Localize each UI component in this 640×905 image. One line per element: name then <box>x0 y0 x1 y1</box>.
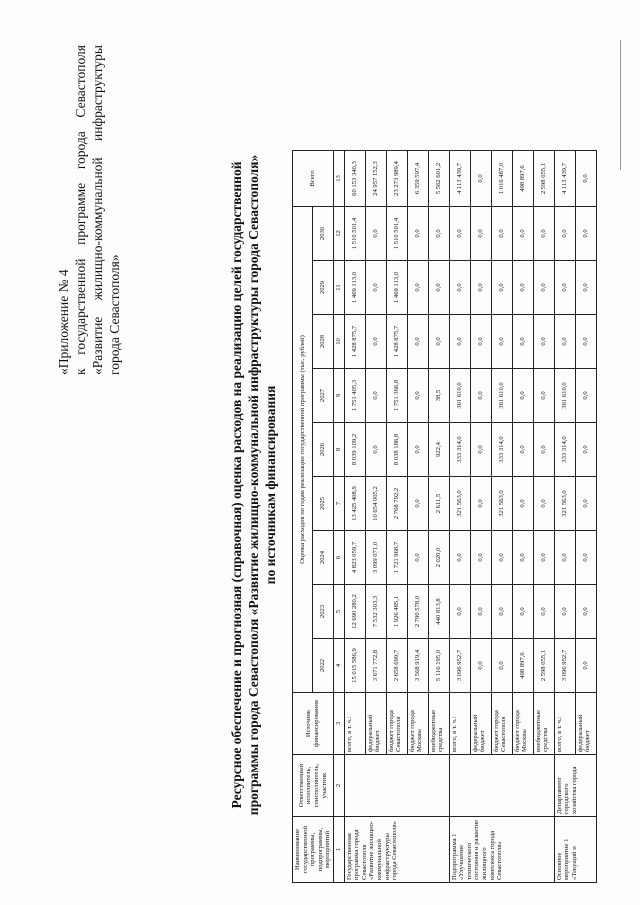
executor-cell <box>449 755 554 817</box>
total-cell: 5 562 601,2 <box>428 151 449 207</box>
value-cell: 2 020,0 <box>428 531 449 585</box>
value-cell: 12 690 280,2 <box>344 585 365 639</box>
value-cell: 1 428 875,7 <box>344 315 365 369</box>
value-cell: 38,5 <box>428 369 449 423</box>
value-cell: 0,0 <box>470 639 491 693</box>
column-number: 8 <box>333 423 344 477</box>
value-cell: 0,0 <box>470 369 491 423</box>
value-cell: 0,0 <box>575 423 596 477</box>
value-cell: 0,0 <box>575 531 596 585</box>
table-row <box>344 151 365 883</box>
value-cell: 321 563,0 <box>491 477 512 531</box>
value-cell: 0,0 <box>407 261 428 315</box>
value-cell: 0,0 <box>533 531 554 585</box>
value-cell: 0,0 <box>470 261 491 315</box>
value-cell: 0,0 <box>365 369 386 423</box>
column-number: 13 <box>333 151 344 207</box>
header-year: 2029 <box>313 261 333 315</box>
value-cell: 0,0 <box>491 639 512 693</box>
header-total: Всего <box>293 151 334 207</box>
value-cell: 0,0 <box>575 639 596 693</box>
column-number: 6 <box>333 531 344 585</box>
title-line-3: по источникам финансирования <box>263 385 278 585</box>
appendix-line-1: «Приложение № 4 <box>56 269 71 375</box>
appendix-word: Севастополя <box>73 45 88 118</box>
value-cell: 13 425 408,9 <box>344 477 365 531</box>
value-cell: 0,0 <box>512 477 533 531</box>
program-name-cell: Государственная программа города Севастополя «Развитие жилищно-коммунальной инфраструктуры города Севастополя» <box>344 817 449 883</box>
value-cell: 0,0 <box>575 477 596 531</box>
value-cell: 0,0 <box>407 207 428 261</box>
value-cell: 0,0 <box>449 261 470 315</box>
header-year: 2022 <box>313 639 333 693</box>
value-cell: 0,0 <box>575 261 596 315</box>
value-cell: 0,0 <box>365 315 386 369</box>
program-name-cell: Подпрограмма 1 «Улучшение технического состояния и развитие жилищного комплекса города Севастополя» <box>449 817 554 883</box>
total-cell: 0,0 <box>575 151 596 207</box>
value-cell: 0,0 <box>512 315 533 369</box>
value-cell: 0,0 <box>533 261 554 315</box>
value-cell: 0,0 <box>407 531 428 585</box>
column-number: 4 <box>333 639 344 693</box>
value-cell: 0,0 <box>407 477 428 531</box>
appendix-word: инфраструктуры <box>90 45 105 142</box>
program-name-cell: Основное мероприятие 1 «Текущий и <box>554 817 596 883</box>
appendix-word: государственной <box>73 258 88 355</box>
appendix-word: «Развитие <box>90 316 105 375</box>
value-cell: 0,0 <box>428 315 449 369</box>
value-cell: 4 823 059,7 <box>344 531 365 585</box>
value-cell: 0,0 <box>575 207 596 261</box>
header-estimate: Оценка расходов по годам реализации государственной программы (тыс. рублей) <box>293 207 313 693</box>
value-cell: 0,0 <box>407 315 428 369</box>
column-number: 11 <box>333 261 344 315</box>
value-cell: 0,0 <box>575 315 596 369</box>
column-number: 3 <box>333 693 344 755</box>
value-cell: 0,0 <box>449 531 470 585</box>
header-year: 2030 <box>313 207 333 261</box>
value-cell: 3 096 952,7 <box>449 639 470 693</box>
value-cell: 0,0 <box>554 315 575 369</box>
value-cell: 0,0 <box>470 531 491 585</box>
value-cell: 0,0 <box>491 261 512 315</box>
value-cell: 10 654 005,2 <box>365 477 386 531</box>
source-cell: федеральный бюджет <box>470 693 491 755</box>
value-cell: 0,0 <box>533 423 554 477</box>
appendix-line-3 <box>89 45 106 375</box>
source-cell: внебюджетные средства <box>533 693 554 755</box>
header-year: 2026 <box>313 423 333 477</box>
value-cell: 0,0 <box>491 585 512 639</box>
column-number: 10 <box>333 315 344 369</box>
value-cell: 333 314,0 <box>554 423 575 477</box>
column-number: 2 <box>333 755 344 817</box>
value-cell: 3 096 952,7 <box>554 639 575 693</box>
source-cell: всего, в т. ч.: <box>554 693 575 755</box>
source-cell: федеральный бюджет <box>575 693 596 755</box>
source-cell: всего, в т. ч.: <box>344 693 365 755</box>
value-cell: 1 751 366,8 <box>386 369 407 423</box>
total-cell: 60 153 340,3 <box>344 151 365 207</box>
value-cell: 3 671 772,8 <box>365 639 386 693</box>
header-row <box>293 151 313 883</box>
executor-cell: Департамент городского хозяйства города <box>554 755 596 817</box>
value-cell: 8 038 186,8 <box>386 423 407 477</box>
column-number: 1 <box>333 817 344 883</box>
table-row <box>449 151 470 883</box>
total-cell: 24 957 152,3 <box>365 151 386 207</box>
value-cell: 0,0 <box>533 315 554 369</box>
value-cell: 0,0 <box>491 315 512 369</box>
value-cell: 0,0 <box>428 261 449 315</box>
header-year: 2027 <box>313 369 333 423</box>
column-number-row <box>333 151 344 883</box>
total-cell: 4 113 439,7 <box>449 151 470 207</box>
value-cell: 0,0 <box>449 315 470 369</box>
source-cell: бюджет города Севастополя <box>386 693 407 755</box>
value-cell: 0,0 <box>554 531 575 585</box>
value-cell: 0,0 <box>554 207 575 261</box>
value-cell: 0,0 <box>407 369 428 423</box>
value-cell: 0,0 <box>512 423 533 477</box>
source-cell: федеральный бюджет <box>365 693 386 755</box>
value-cell: 2 768 792,2 <box>386 477 407 531</box>
header-source: Источник финансирования <box>293 693 334 755</box>
table-row <box>554 151 575 883</box>
header-year: 2024 <box>313 531 333 585</box>
value-cell: 7 532 303,3 <box>365 585 386 639</box>
value-cell: 0,0 <box>575 585 596 639</box>
total-cell: 0,0 <box>470 151 491 207</box>
value-cell: 0,0 <box>449 207 470 261</box>
value-cell: 2 790 578,0 <box>407 585 428 639</box>
value-cell: 5 116 195,0 <box>428 639 449 693</box>
value-cell: 1 428 875,7 <box>386 315 407 369</box>
value-cell: 0,0 <box>512 531 533 585</box>
header-name: Наименование государственной программы, подпрограммы, мероприятий <box>293 817 334 883</box>
value-cell: 440 813,8 <box>428 585 449 639</box>
value-cell: 0,0 <box>470 585 491 639</box>
document-title <box>228 85 279 885</box>
value-cell: 0,0 <box>512 585 533 639</box>
value-cell: 1 510 501,4 <box>344 207 365 261</box>
value-cell: 8 039 109,2 <box>344 423 365 477</box>
value-cell: 1 469 113,0 <box>344 261 365 315</box>
value-cell: 0,0 <box>449 585 470 639</box>
value-cell: 498 897,6 <box>512 639 533 693</box>
value-cell: 0,0 <box>533 369 554 423</box>
column-number: 5 <box>333 585 344 639</box>
total-cell: 498 897,6 <box>512 151 533 207</box>
value-cell: 0,0 <box>533 477 554 531</box>
value-cell: 0,0 <box>470 207 491 261</box>
header-executor: Ответственный исполнитель, соисполнитель, участник <box>293 755 334 817</box>
value-cell: 2 658 699,7 <box>386 639 407 693</box>
value-cell: 0,0 <box>365 207 386 261</box>
value-cell: 361 610,0 <box>554 369 575 423</box>
appendix-line-2 <box>72 45 89 375</box>
total-cell: 1 016 487,0 <box>491 151 512 207</box>
total-cell: 6 359 597,4 <box>407 151 428 207</box>
value-cell: 0,0 <box>533 585 554 639</box>
column-number: 9 <box>333 369 344 423</box>
value-cell: 0,0 <box>554 261 575 315</box>
appendix-word: программе <box>73 182 88 245</box>
funding-table <box>292 150 597 883</box>
value-cell: 0,0 <box>470 477 491 531</box>
column-number: 12 <box>333 207 344 261</box>
executor-cell <box>344 755 449 817</box>
value-cell: 0,0 <box>365 261 386 315</box>
value-cell: 361 610,0 <box>491 369 512 423</box>
value-cell: 0,0 <box>533 207 554 261</box>
appendix-word: жилищно-коммунальной <box>90 157 105 301</box>
value-cell: 0,0 <box>512 207 533 261</box>
value-cell: 0,0 <box>491 531 512 585</box>
source-cell: всего, в т. ч.: <box>449 693 470 755</box>
appendix-line-4: города Севастополя» <box>107 254 122 375</box>
value-cell: 0,0 <box>512 369 533 423</box>
header-year: 2025 <box>313 477 333 531</box>
value-cell: 1 721 968,7 <box>386 531 407 585</box>
appendix-block <box>55 45 123 375</box>
header-year: 2023 <box>313 585 333 639</box>
title-line-1: Ресурсное обеспечение и прогнозная (справочная) оценка расходов на реализацию целей государственной <box>229 161 244 809</box>
source-cell: бюджет города Севастополя <box>491 693 512 755</box>
value-cell: 1 510 501,4 <box>386 207 407 261</box>
value-cell: 0,0 <box>491 207 512 261</box>
value-cell: 321 563,0 <box>449 477 470 531</box>
value-cell: 1 751 405,3 <box>344 369 365 423</box>
header-year: 2028 <box>313 315 333 369</box>
total-cell: 23 273 989,4 <box>386 151 407 207</box>
value-cell: 0,0 <box>365 423 386 477</box>
value-cell: 0,0 <box>428 207 449 261</box>
source-cell: внебюджетные средства <box>428 693 449 755</box>
value-cell: 15 015 586,9 <box>344 639 365 693</box>
source-cell: бюджет города Москвы <box>512 693 533 755</box>
value-cell: 333 314,0 <box>491 423 512 477</box>
value-cell: 0,0 <box>512 261 533 315</box>
total-cell: 4 113 439,7 <box>554 151 575 207</box>
value-cell: 0,0 <box>470 315 491 369</box>
appendix-word: к <box>73 368 88 375</box>
value-cell: 321 563,0 <box>554 477 575 531</box>
value-cell: 0,0 <box>575 369 596 423</box>
value-cell: 3 568 919,4 <box>407 639 428 693</box>
value-cell: 1 926 485,1 <box>386 585 407 639</box>
source-cell: бюджет города Москвы <box>407 693 428 755</box>
title-line-2: программы города Севастополя «Развитие жилищно-коммунальной инфраструктуры города Севастополя» <box>246 154 261 816</box>
value-cell: 3 099 071,0 <box>365 531 386 585</box>
value-cell: 0,0 <box>407 423 428 477</box>
appendix-word: города <box>73 131 88 170</box>
value-cell: 0,0 <box>554 585 575 639</box>
value-cell: 922,4 <box>428 423 449 477</box>
column-number: 7 <box>333 477 344 531</box>
value-cell: 361 610,0 <box>449 369 470 423</box>
table-body <box>344 151 596 883</box>
value-cell: 333 314,0 <box>449 423 470 477</box>
total-cell: 2 598 055,1 <box>533 151 554 207</box>
value-cell: 1 469 113,0 <box>386 261 407 315</box>
value-cell: 2 598 055,1 <box>533 639 554 693</box>
value-cell: 0,0 <box>470 423 491 477</box>
value-cell: 2 611,5 <box>428 477 449 531</box>
